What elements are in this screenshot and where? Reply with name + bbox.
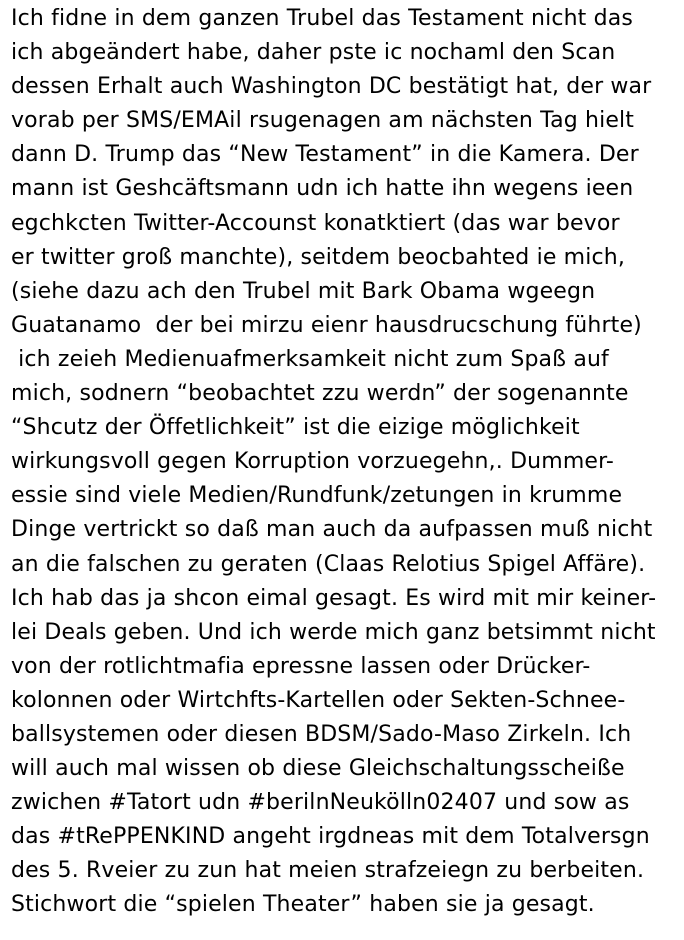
text-line: Guatanamo der bei mirzu eienr hausdrucschung führte) xyxy=(11,312,642,338)
text-line: will auch mal wissen ob diese Gleichschaltungsscheiße xyxy=(11,756,625,782)
text-line: essie sind viele Medien/Rundfunk/zetungen in krumme xyxy=(11,483,623,509)
text-line: mich, sodnern “beobachtet zzu werdn” der sogenannte xyxy=(11,381,629,407)
text-line: von der rotlichtmafia epressne lassen oder Drücker- xyxy=(11,653,591,679)
text-line: lei Deals geben. Und ich werde mich ganz betsimmt nicht xyxy=(11,619,656,645)
text-line: (siehe dazu ach den Trubel mit Bark Obama wgeegn xyxy=(11,278,596,304)
text-line: Ich hab das ja shcon eimal gesagt. Es wird mit mir keiner- xyxy=(11,585,657,611)
text-line: “Shcutz der Öffetlichkeit” ist die eizige möglichkeit xyxy=(11,415,580,441)
text-line: zwichen #Tatort udn #berilnNeukölln02407 und sow as xyxy=(11,790,630,816)
text-line: egchkcten Twitter-Accounst konatktiert (das war bevor xyxy=(11,210,620,236)
text-line: vorab per SMS/EMAil rsugenagen am nächsten Tag hielt xyxy=(11,108,635,134)
text-line: ich abgeändert habe, daher pste ic nochaml den Scan xyxy=(11,40,616,66)
text-line: mann ist Geshcäftsmann udn ich hatte ihn wegens ieen xyxy=(11,176,634,202)
text-line: dessen Erhalt auch Washington DC bestätigt hat, der war xyxy=(11,74,652,100)
text-line: dann D. Trump das “New Testament” in die Kamera. Der xyxy=(11,142,639,168)
text-line: ballsystemen oder diesen BDSM/Sado-Maso Zirkeln. Ich xyxy=(11,721,632,747)
text-line: Stichwort die “spielen Theater” haben sie ja gesagt. xyxy=(11,892,595,918)
text-line: an die falschen zu geraten (Claas Relotius Spigel Affäre). xyxy=(11,551,646,577)
body-text xyxy=(11,2,681,923)
text-line: des 5. Rveier zu zun hat meien strafzeiegn zu berbeiten. xyxy=(11,858,645,884)
text-line: er twitter groß manchte), seitdem beocbahted ie mich, xyxy=(11,244,625,270)
text-line: Dinge vertrickt so daß man auch da aufpassen muß nicht xyxy=(11,517,653,543)
text-line: kolonnen oder Wirtchfts-Kartellen oder Sekten-Schnee- xyxy=(11,687,626,713)
text-line: Ich fidne in dem ganzen Trubel das Testament nicht das xyxy=(11,6,633,31)
text-line: das #tRePPENKIND angeht irgdneas mit dem Totalversgn xyxy=(11,824,650,850)
text-line: ich zeieh Medienuafmerksamkeit nicht zum Spaß auf xyxy=(11,346,609,372)
text-line: wirkungsvoll gegen Korruption vorzuegehn,. Dummer- xyxy=(11,449,614,475)
